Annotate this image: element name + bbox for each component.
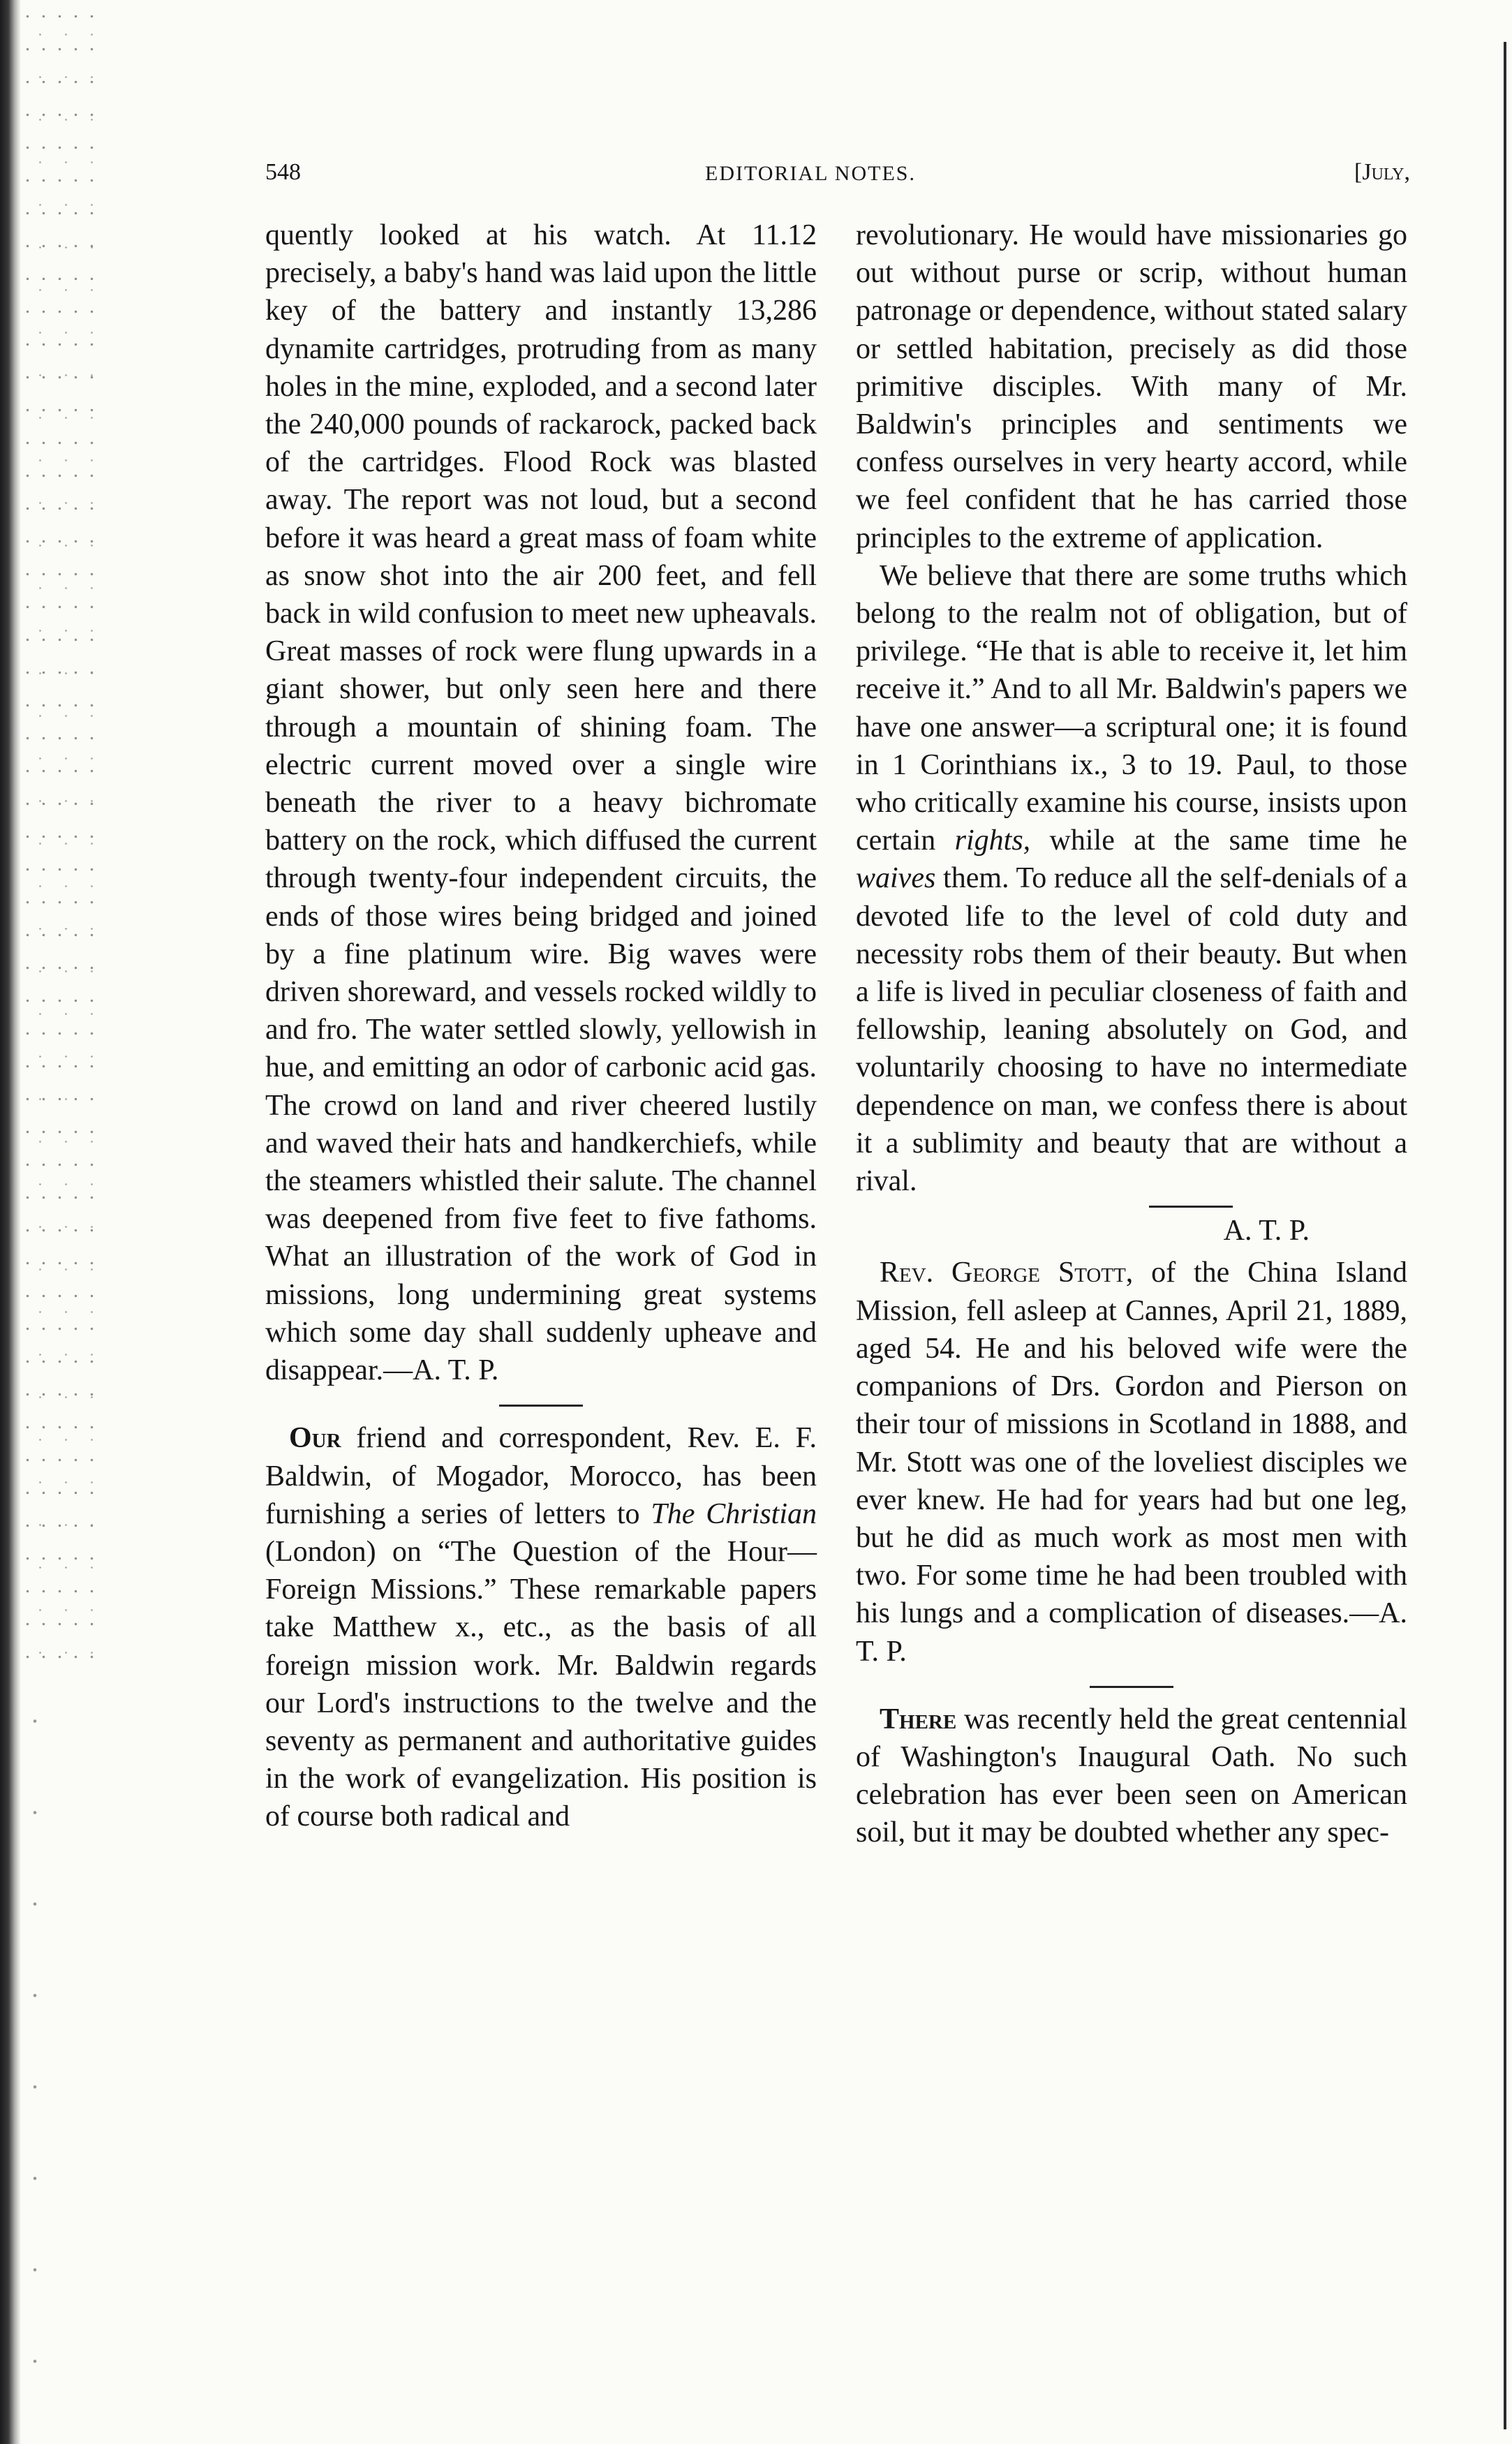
flood-rock-paragraph: quently looked at his watch. At 11.12 precisely, a baby's hand was laid upon the little key of the battery and instantly 13,286 dynamite cartridges, protruding from as many holes in the mine, exploded, and a second later the 240,000 pounds of rackarock, packed back of the cartridges. Flood Rock was blasted away. The report was not loud, but a second before it was heard a great mass of foam white as snow shot into the air 200 feet, and fell back in wild confusion to meet new upheavals. Great masses of rock were flung upwards in a giant shower, but only seen here and there through a mountain of shining foam. The electric current moved over a single wire beneath the river to a heavy bichromate battery on the rock, which diffused the current through twenty-four independent circuits, the ends of those wires being bridged and joined by a fine platinum wire. Big waves were driven shoreward, and vessels rocked wildly to and fro. The water settled slowly, yellowish in hue, and emitting an odor of carbonic acid gas. The crowd on land and river cheered lustily and waved their hats and handkerchiefs, while the steamers whistled their salute. The channel was deepened from five feet to five fathoms. What an illustration of the work of God in missions, long undermining great systems which some day shall suddenly upheave and disappear.—A. T. P. <box>265 219 817 1387</box>
scan-dots <box>21 1675 49 2373</box>
running-head-month: [July, <box>1354 159 1410 185</box>
scan-speckle <box>20 0 103 1675</box>
page-edge-line <box>1504 42 1506 2429</box>
baldwin-paragraph: Our friend and correspondent, Rev. E. F. Baldwin, of Mogador, Morocco, has been furnishing a series of letters to The Christian (London) on “The Question of the Hour—Foreign Missions.” These remarkable papers take Matthew x., etc., as the basis of all foreign mission work. Mr. Baldwin regards our Lord's instructions to the twelve and the seventy as permanent and authoritative guides in the work of evangelization. His position is of course both radical and <box>265 1422 817 1833</box>
right-column <box>856 216 1407 2353</box>
left-column <box>265 216 817 2353</box>
scan-binding-shadow <box>0 0 21 2444</box>
privilege-paragraph: We believe that there are some truths which belong to the realm not of obligation, but of privilege. “He that is able to receive it, let him receive it.” And to all Mr. Baldwin's papers we have one answer—a scriptural one; it is found in 1 Corinthians ix., 3 to 19. Paul, to those who critically examine his course, insists upon certain rights, while at the same time he waives them. To reduce all the self-denials of a devoted life to the level of cold duty and necessity robs them of their beauty. But when a life is lived in peculiar closeness of faith and fellowship, leaning absolutely on God, and voluntarily choosing to have no intermediate dependence on man, we confess there is about it a sublimity and beauty that are without a rival. <box>856 559 1407 1198</box>
section-rule-2 <box>1090 1686 1173 1688</box>
washington-paragraph: There was recently held the great centennial of Washington's Inaugural Oath. No such celebration has ever been seen on American soil, but it may be doubted whether any spec- <box>856 1703 1407 1849</box>
signature: A. T. P. <box>1223 1215 1310 1247</box>
section-rule <box>499 1405 583 1407</box>
signature-rule <box>1149 1206 1233 1208</box>
stott-paragraph: Rev. George Stott, of the China Island Mission, fell asleep at Cannes, April 21, 1889, aged 54. He and his beloved wife were the companions of Drs. Gordon and Pierson on their tour of missions in Scotland in 1888, and Mr. Stott was one of the loveliest disciples we ever knew. He had for years had but one leg, but he did as much work as most men with two. For some time he had been troubled with his lungs and a complication of diseases.—A. T. P. <box>856 1257 1407 1668</box>
page-number: 548 <box>265 159 301 185</box>
running-head <box>265 159 1410 201</box>
section-title: EDITORIAL NOTES. <box>705 162 916 185</box>
revolutionary-paragraph: revolutionary. He would have missionaries go out without purse or scrip, without human patronage or dependence, without stated salary or settled habitation, precisely as did those primitive disciples. With many of Mr. Baldwin's principles and sentiments we confess ourselves in very hearty accord, while we feel confident that he has carried those principles to the extreme of application. <box>856 219 1407 554</box>
